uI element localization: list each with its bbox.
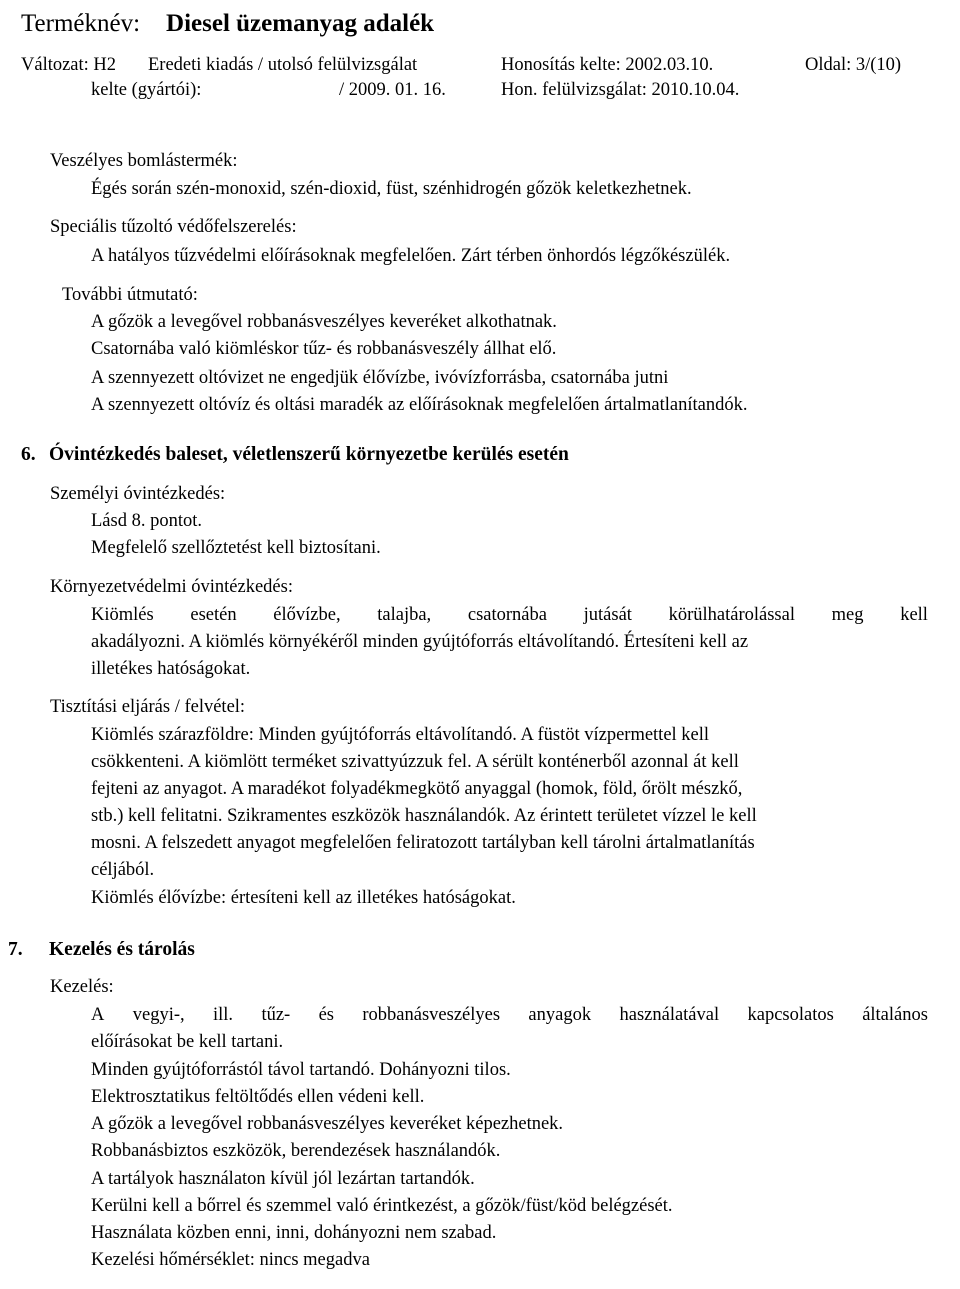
- version-label: Változat: H2: [21, 55, 117, 75]
- handling-line: Kezelési hőmérséklet: nincs megadva: [91, 1250, 370, 1270]
- document-header-title: [21, 10, 434, 38]
- product-name: Diesel üzemanyag adalék: [166, 10, 435, 37]
- environmental-precautions-line: illetékes hatóságokat.: [91, 659, 251, 679]
- environmental-precautions-label: Környezetvédelmi óvintézkedés:: [50, 577, 293, 597]
- header-row-1: [21, 55, 951, 77]
- header-row-2: [21, 80, 951, 102]
- further-guidance-line: A szennyezett oltóvizet ne engedjük élővízbe, ivóvízforrásba, csatornába jutni: [91, 368, 669, 388]
- cleanup-line: fejteni az anyagot. A maradékot folyadékmegkötő anyaggal (homok, föld, őrölt mészkő,: [91, 779, 743, 799]
- product-name-label: Terméknév:: [21, 10, 141, 37]
- handling-line: A tartályok használaton kívül jól lezártan tartandók.: [91, 1169, 475, 1189]
- section-6-heading: [21, 445, 569, 465]
- issue-date-label: Eredeti kiadás / utolsó felülvizsgálat: [148, 55, 418, 75]
- further-guidance-label: További útmutató:: [62, 285, 198, 305]
- further-guidance-line: Csatornába való kiömléskor tűz- és robbanásveszély állhat elő.: [91, 339, 557, 359]
- handling-line: Elektrosztatikus feltöltődés ellen védeni kell.: [91, 1087, 425, 1107]
- personal-precautions-line: Lásd 8. pontot.: [91, 511, 202, 531]
- cleanup-line: Kiömlés élővízbe: értesíteni kell az illetékes hatóságokat.: [91, 888, 516, 908]
- decomposition-label: Veszélyes bomlástermék:: [50, 151, 238, 171]
- env-word: meg: [831, 605, 864, 625]
- personal-precautions-line: Megfelelő szellőztetést kell biztosítani.: [91, 538, 381, 558]
- issue-date-value: / 2009. 01. 16.: [339, 80, 446, 100]
- section-number: 6.: [21, 444, 36, 465]
- cleanup-line: stb.) kell felitatni. Szikramentes eszközök használandók. Az érintett területet vízzel le kell: [91, 806, 757, 826]
- env-word: körülhatárolással: [668, 605, 795, 625]
- env-word: Kiömlés: [91, 605, 154, 625]
- handling-line: Minden gyújtóforrástól távol tartandó. Dohányozni tilos.: [91, 1060, 511, 1080]
- handling-word: kapcsolatos: [747, 1005, 834, 1025]
- further-guidance-line: A gőzök a levegővel robbanásveszélyes keveréket alkothatnak.: [91, 312, 557, 332]
- handling-word: anyagok: [528, 1005, 592, 1025]
- cleanup-line: mosni. A felszedett anyagot megfelelően feliratozott tartályban kell tárolni ártalmatlanítás: [91, 833, 755, 853]
- firefighter-equipment-text: A hatályos tűzvédelmi előírásoknak megfelelően. Zárt térben önhordós légzőkészülék.: [91, 246, 731, 266]
- page-number: Oldal: 3/(10): [805, 55, 902, 75]
- env-word: kell: [900, 605, 928, 625]
- env-word: esetén: [190, 605, 237, 625]
- environmental-precautions-line: akadályozni. A kiömlés környékéről minden gyújtóforrás eltávolítandó. Értesíteni kell az: [91, 632, 749, 652]
- further-guidance-line: A szennyezett oltóvíz és oltási maradék az előírásoknak megfelelően ártalmatlanítandók.: [91, 395, 748, 415]
- issue-date-sublabel: kelte (gyártói):: [91, 80, 202, 100]
- handling-word: és: [318, 1005, 334, 1025]
- env-word: élővízbe,: [273, 605, 341, 625]
- env-word: jutását: [583, 605, 632, 625]
- decomposition-text: Égés során szén-monoxid, szén-dioxid, füst, szénhidrogén gőzök keletkezhetnek.: [91, 179, 692, 199]
- cleanup-line: céljából.: [91, 860, 155, 880]
- env-word: talajba,: [377, 605, 432, 625]
- section-7-heading: [8, 940, 195, 960]
- handling-word: robbanásveszélyes: [362, 1005, 501, 1025]
- handling-line: Használata közben enni, inni, dohányozni nem szabad.: [91, 1223, 497, 1243]
- cleanup-label: Tisztítási eljárás / felvétel:: [50, 697, 246, 717]
- section-number: 7.: [8, 939, 23, 960]
- revision-date: Hon. felülvizsgálat: 2010.10.04.: [501, 80, 740, 100]
- handling-word: vegyi-,: [132, 1005, 185, 1025]
- handling-word: tűz-: [261, 1005, 291, 1025]
- handling-label: Kezelés:: [50, 977, 114, 997]
- handling-line: előírásokat be kell tartani.: [91, 1032, 284, 1052]
- firefighter-equipment-label: Speciális tűzoltó védőfelszerelés:: [50, 217, 297, 237]
- handling-word: használatával: [619, 1005, 720, 1025]
- handling-line: Kerülni kell a bőrrel és szemmel való érintkezést, a gőzök/füst/köd belégzését.: [91, 1196, 673, 1216]
- handling-line-justified: [91, 1006, 928, 1025]
- handling-word: általános: [862, 1005, 928, 1025]
- handling-line: A gőzök a levegővel robbanásveszélyes keveréket képezhetnek.: [91, 1114, 564, 1134]
- section-title: Óvintézkedés baleset, véletlenszerű környezetbe kerülés esetén: [49, 444, 569, 465]
- handling-word: A: [91, 1005, 105, 1025]
- environmental-precautions-line-justified: [91, 606, 928, 625]
- section-title: Kezelés és tárolás: [49, 939, 195, 960]
- handling-line: Robbanásbiztos eszközök, berendezések használandók.: [91, 1141, 501, 1161]
- cleanup-line: csökkenteni. A kiömlött terméket szivattyúzzuk fel. A sérült konténerből azonnal át kell: [91, 752, 739, 772]
- approval-date: Honosítás kelte: 2002.03.10.: [501, 55, 714, 75]
- handling-word: ill.: [213, 1005, 234, 1025]
- env-word: csatornába: [467, 605, 547, 625]
- personal-precautions-label: Személyi óvintézkedés:: [50, 484, 226, 504]
- cleanup-line: Kiömlés szárazföldre: Minden gyújtóforrás eltávolítandó. A füstöt vízpermettel kell: [91, 725, 710, 745]
